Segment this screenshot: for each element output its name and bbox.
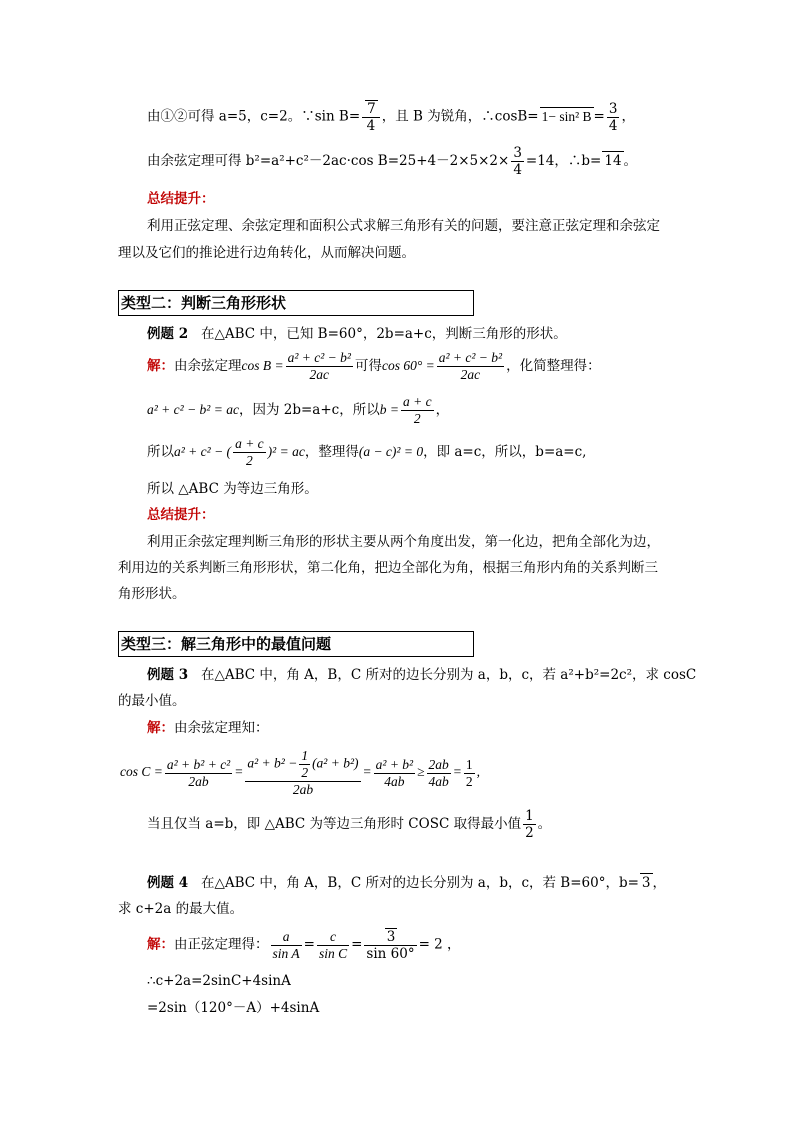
numerator: a + c <box>402 394 432 409</box>
summary-label: 总结提升： <box>147 191 215 207</box>
sqrt <box>540 107 594 126</box>
denominator: 2ac <box>460 367 481 382</box>
denominator: 4ab <box>384 773 405 789</box>
denominator: 2 <box>465 773 473 789</box>
solution-label: 解： <box>147 720 174 736</box>
text: 由余弦定理知： <box>174 720 269 736</box>
example-3-cont: 的最小值。 <box>118 693 186 709</box>
radicand: 7 <box>367 101 376 117</box>
numerator: a + c <box>235 436 264 451</box>
text: 在△ABC 中，角 A，B，C 所对的边长分别为 a，b，c，若 a²+b²=2c²，求 cosC <box>200 667 697 683</box>
fraction <box>511 145 524 178</box>
equals: = <box>452 764 462 780</box>
numerator: 3 <box>513 145 522 161</box>
term: a² + b² − <box>247 755 298 771</box>
numerator <box>362 100 380 118</box>
radicand: 14 <box>604 153 622 169</box>
text: ，化简整理得： <box>506 358 601 374</box>
summary-paragraph: 利用边的关系判断三角形形状，第二化角，把边全部化为角，根据三角形内角的关系判断三 <box>118 560 658 576</box>
example-4 <box>147 873 666 892</box>
example-label: 例题 2 <box>147 326 189 342</box>
numerator <box>364 928 416 946</box>
section-title-type3: 类型三：解三角形中的最值问题 <box>118 631 474 657</box>
text: 可得 <box>354 358 382 374</box>
formula: a² + c² − b² = ac <box>147 402 239 417</box>
fraction <box>317 929 349 962</box>
fraction <box>165 757 232 790</box>
denominator: 2 <box>301 765 309 780</box>
sqrt <box>385 928 398 945</box>
text: 由①②可得 a=5，c=2。∵sin B= <box>147 108 361 125</box>
term: (a² + b²) <box>312 755 359 771</box>
numerator: 1 <box>465 756 473 772</box>
denominator: 4 <box>513 162 522 178</box>
denominator: 4 <box>366 118 376 134</box>
numerator: a² + c² − b² <box>438 350 503 365</box>
derivation-line: =2sin（120°－A）+4sinA <box>147 1000 320 1016</box>
text: ， <box>652 875 667 891</box>
denominator: sin A <box>272 945 300 961</box>
fraction <box>401 394 434 427</box>
radicand: 3 <box>641 875 651 891</box>
fraction <box>437 350 504 383</box>
numerator: a <box>271 929 302 946</box>
formula: )² = ac <box>267 444 305 459</box>
text: ，整理得 <box>304 444 359 460</box>
solution-conclusion: 所以 △ABC 为等边三角形。 <box>147 481 318 497</box>
sqrt <box>602 151 623 170</box>
denominator: 2 <box>525 825 534 841</box>
denominator: sin C <box>318 945 348 961</box>
text: 。 <box>623 153 638 169</box>
derivation-line: ∴c+2a=2sinC+4sinA <box>147 973 291 989</box>
text: 在△ABC 中，已知 B=60°，2b=a+c，判断三角形的形状。 <box>200 326 567 342</box>
example-label: 例题 3 <box>147 667 189 683</box>
numerator: a² + b² + c² <box>166 756 231 772</box>
condition-line <box>147 808 551 841</box>
fraction <box>374 757 415 790</box>
summary-paragraph: 理以及它们的推论进行边角转化，从而解决问题。 <box>118 245 415 261</box>
sqrt <box>365 100 378 117</box>
radicand: 3 <box>386 929 396 945</box>
fraction <box>233 436 266 469</box>
formula: b = <box>379 402 399 417</box>
fraction <box>271 929 302 962</box>
solution-label: 解： <box>147 936 174 953</box>
example-3 <box>147 666 696 684</box>
numerator: 3 <box>608 100 618 117</box>
numerator: a² + c² − b² <box>287 350 351 365</box>
summary-paragraph: 角形形状。 <box>118 586 186 602</box>
fraction <box>607 101 620 134</box>
denominator: 2 <box>245 453 253 468</box>
text: ， <box>621 108 635 125</box>
equation-cosc <box>120 748 480 798</box>
text: 由余弦定理可得 b²=a²+c²－2ac·cos B=25+4－2×5×2× <box>147 153 510 169</box>
solution-line <box>147 719 269 737</box>
equals: = <box>362 764 372 780</box>
fraction <box>464 757 475 790</box>
denominator: sin 60° <box>366 946 415 962</box>
fraction <box>299 748 310 781</box>
text: 。 <box>537 816 552 832</box>
solution-line: 解：由正弦定理得： $\frac{a}{\text{sin A}}$ = $\frac{c}{\text{sin C}}$ = $\frac{3}{\sin 60^\circ}$ = 2 ， <box>147 928 461 962</box>
text: 当且仅当 a=b，即 △ABC 为等边三角形时 COSC 取得最小值 <box>147 816 522 832</box>
example-2 <box>147 325 567 343</box>
numerator: c <box>317 929 349 946</box>
summary-paragraph: 利用正弦定理、余弦定理和面积公式求解三角形有关的问题，要注意正弦定理和余弦定 <box>147 218 660 234</box>
equals: = <box>234 764 244 780</box>
formula: a² + c² − ( <box>174 444 232 459</box>
sqrt <box>640 873 653 892</box>
summary-label: 总结提升： <box>147 507 215 523</box>
solution-line <box>147 436 586 469</box>
numerator: 1 <box>525 808 534 824</box>
formula: (a − c)² = 0 <box>358 444 424 459</box>
text: ，且 B 为锐角，∴cosB= <box>381 108 539 125</box>
line-cosine-law <box>147 145 637 178</box>
text: 由余弦定理 <box>174 358 242 374</box>
solution-line <box>147 394 449 427</box>
numerator: a² + b² <box>375 756 414 772</box>
example-4-cont: 求 c+2a 的最大值。 <box>118 901 244 917</box>
formula: cos C = <box>120 764 163 780</box>
text: = 2 ， <box>418 936 461 953</box>
fraction <box>362 100 380 134</box>
text: , <box>476 764 481 780</box>
example-label: 例题 4 <box>147 875 189 891</box>
denominator: 4ab <box>428 773 449 789</box>
denominator: 2ab <box>188 773 209 789</box>
numerator: 2ab <box>428 756 449 772</box>
formula: cos 60° = <box>381 358 435 373</box>
denominator: 2ac <box>309 367 330 382</box>
text: ，即 a=c，所以，b=a=c, <box>423 444 587 460</box>
numerator: 1 <box>301 748 309 763</box>
denominator: 4 <box>608 117 618 134</box>
numerator <box>245 748 360 782</box>
fraction <box>364 928 416 962</box>
denominator: 2ab <box>292 782 314 797</box>
text: 在△ABC 中，角 A，B，C 所对的边长分别为 a，b，c，若 B=60°，b= <box>200 875 639 891</box>
text: ，因为 2b=a+c，所以 <box>238 402 380 418</box>
text: = <box>593 108 605 125</box>
section-title-type2: 类型二：判断三角形形状 <box>118 290 474 316</box>
fraction <box>523 808 536 841</box>
radicand: 1− sin² B <box>541 108 592 124</box>
solution-line <box>147 350 601 383</box>
text: ， <box>435 402 450 418</box>
fraction <box>427 757 451 790</box>
formula: cos B = <box>241 358 284 373</box>
solution-label: 解： <box>147 358 174 374</box>
text: 由正弦定理得： <box>174 936 269 953</box>
text: 所以 <box>147 444 174 460</box>
line-derive-cosb <box>147 100 635 134</box>
text: =14，∴b= <box>525 153 602 169</box>
summary-paragraph: 利用正余弦定理判断三角形的形状主要从两个角度出发，第一化边，把角全部化为边， <box>147 534 660 550</box>
fraction <box>245 748 360 798</box>
denominator: 2 <box>413 411 421 426</box>
geq: ≥ <box>417 764 425 780</box>
fraction <box>286 350 353 383</box>
